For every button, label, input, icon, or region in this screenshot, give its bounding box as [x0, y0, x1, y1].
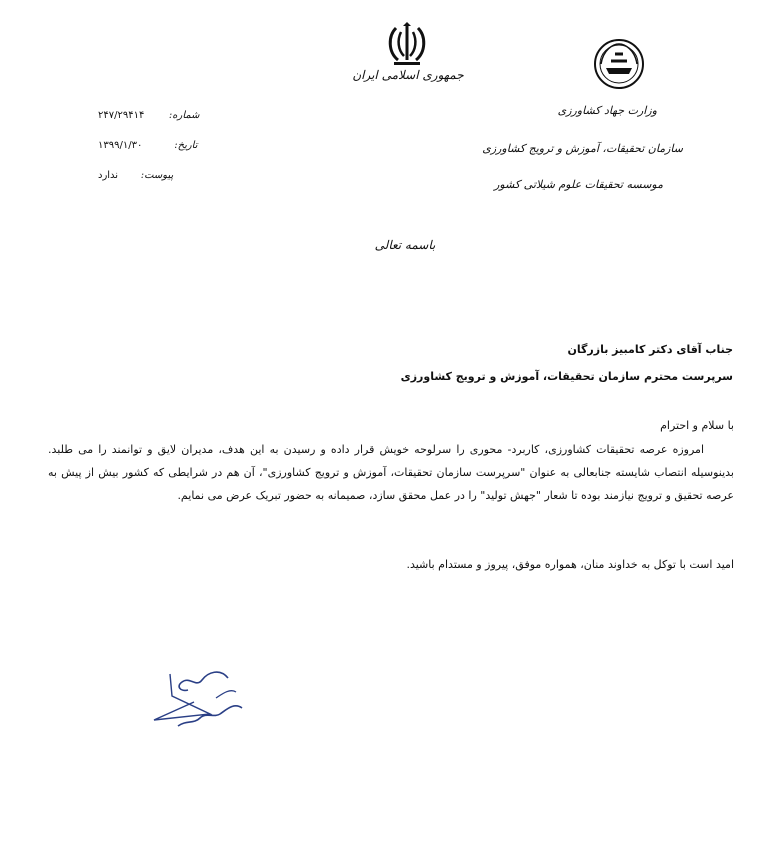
attachment-label: پیوست: — [140, 170, 174, 181]
letter-date — [98, 140, 198, 151]
republic-title: جمهوری اسلامی ایران — [352, 68, 464, 82]
addressee-name: جناب آقای دکتر کامبیز بازرگان — [567, 343, 733, 356]
ministry-name: وزارت جهاد کشاورزی — [557, 104, 657, 117]
letter-body: امروزه عرصه تحقیقات کشاورزی، کاربرد- محوری را سرلوحه خویش قرار داده و رسیدن به این هدف، مدیران لایق و توانمند را می طلبد. بدینوسیله انتصاب شایسته جنابعالی به عنوان "سرپرست سازمان تحقیقات، آموزش و ترویج کشاورزی"، آن هم در شرایطی که کشور بیش از پیش به عرصه تحقیق و ترویج نیازمند بوده تا شعار "جهش تولید" را در عمل محقق سازد، صمیمانه به حضور تبریک عرض می نمایم. — [48, 443, 734, 502]
closing-line: امید است با توکل به خداوند منان، همواره موفق، پیروز و مستدام باشید. — [406, 558, 734, 571]
handwritten-signature — [150, 662, 250, 737]
date-label: تاریخ: — [174, 140, 198, 151]
jahad-keshavarzi-logo-icon — [593, 38, 645, 90]
institute-name: موسسه تحقیقات علوم شیلاتی کشور — [494, 178, 663, 191]
number-value: ۲۴۷/۲۹۴۱۴ — [98, 110, 145, 121]
letter-attachment — [98, 170, 173, 181]
addressee-title: سرپرست محترم سازمان تحقیقات، آموزش و ترویج کشاورزی — [400, 370, 733, 383]
greeting: با سلام و احترام — [660, 419, 734, 432]
number-label: شماره: — [168, 110, 200, 121]
letter-number — [98, 110, 200, 121]
attachment-value: ندارد — [98, 170, 119, 181]
organization-name: سازمان تحقیقات، آموزش و ترویج کشاورزی — [482, 142, 683, 155]
invocation-heading: باسمه تعالی — [374, 238, 436, 252]
date-value: ۱۳۹۹/۱/۳۰ — [98, 140, 143, 151]
iran-emblem-icon — [382, 22, 432, 68]
